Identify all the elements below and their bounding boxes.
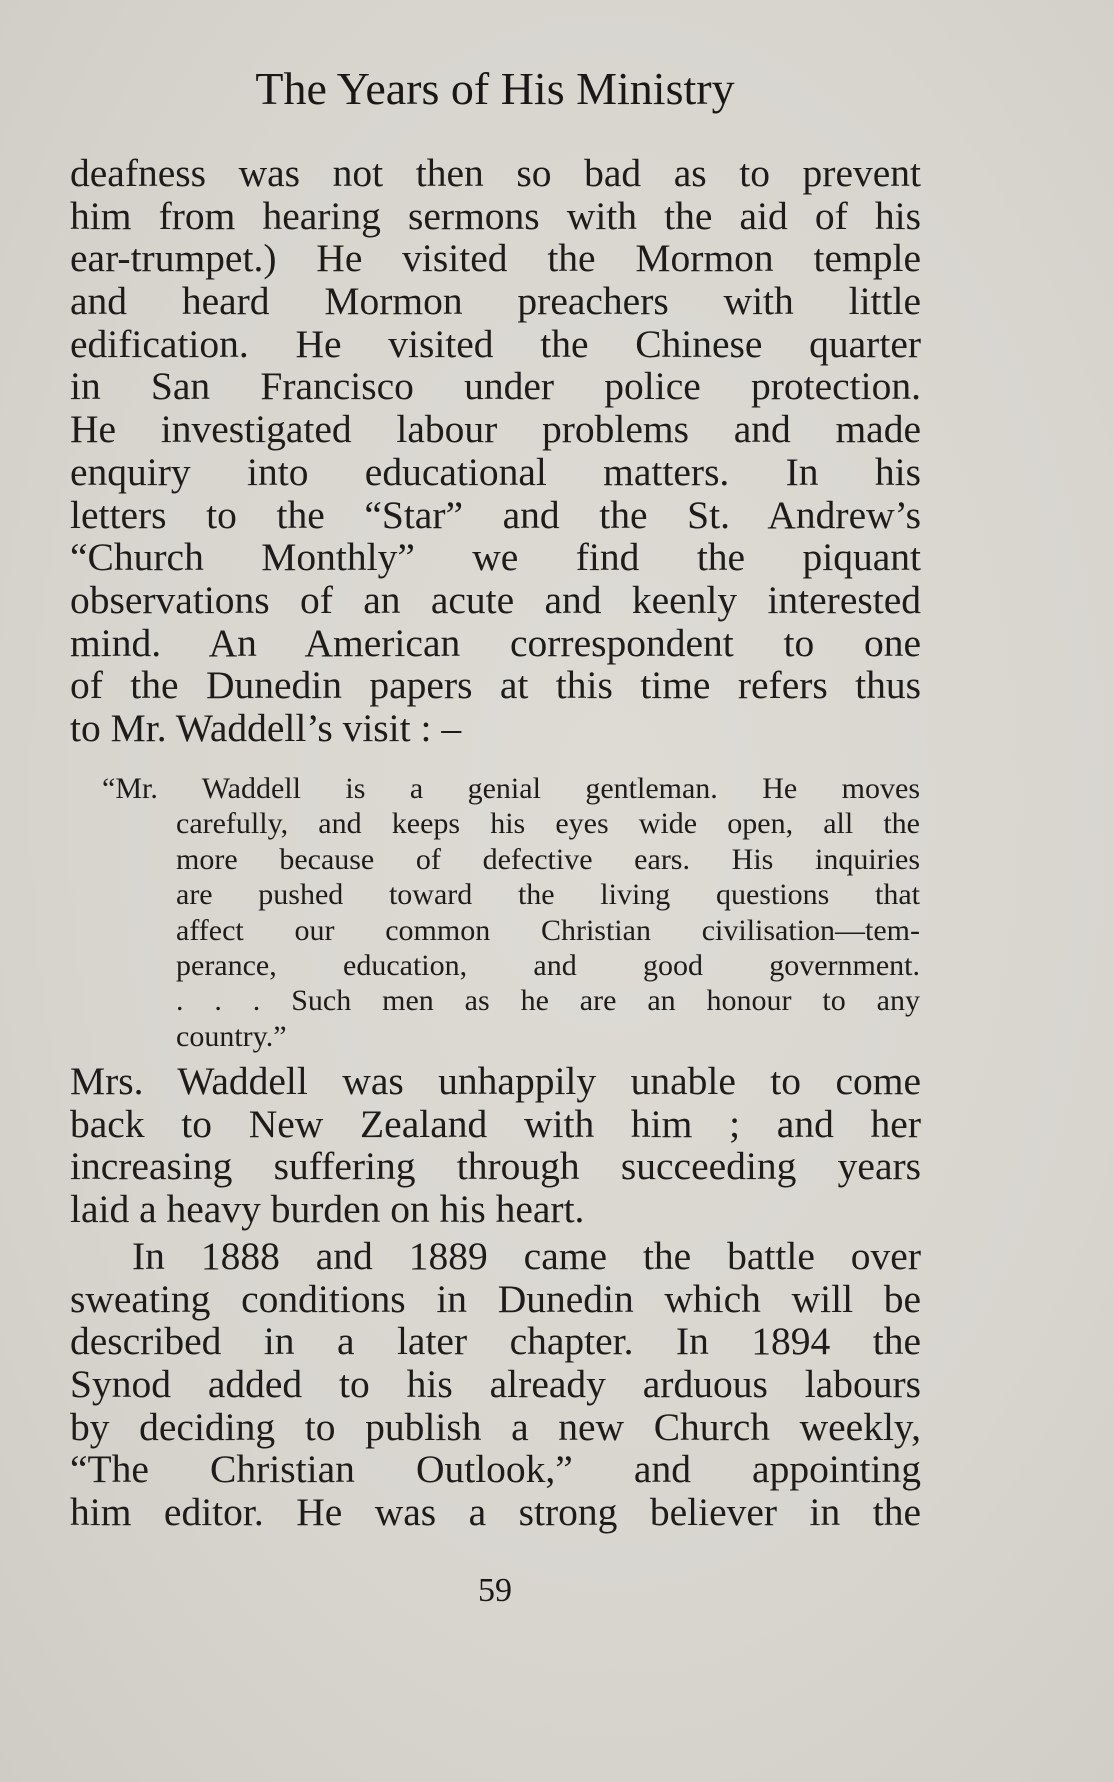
running-head: The Years of His Ministry (255, 63, 735, 114)
paragraph-1 (70, 152, 921, 750)
text-line: increasing suffering through succeeding years (70, 1144, 921, 1189)
quote-line: country.” (176, 1019, 287, 1053)
quote-line: affect our common Christian civilisation—tem- (176, 913, 920, 947)
text-line: letters to the “Star” and the St. Andrew’s (70, 492, 921, 537)
block-quote (102, 771, 920, 1054)
text-line: edification. He visited the Chinese quarter (70, 321, 921, 366)
quote-line: carefully, and keeps his eyes wide open, all the (176, 807, 920, 841)
quote-line: are pushed toward the living questions that (176, 878, 920, 912)
text-line: described in a later chapter. In 1894 the (70, 1319, 921, 1364)
text-line: enquiry into educational matters. In his (70, 449, 921, 494)
quote-line: . . . Such men as he are an honour to any (176, 984, 920, 1018)
text-line: laid a heavy burden on his heart. (70, 1187, 585, 1232)
text-line: mind. An American correspondent to one (70, 620, 921, 665)
text-line: him from hearing sermons with the aid of his (70, 193, 921, 238)
text-line: him editor. He was a strong believer in the (70, 1490, 921, 1535)
text-line: to Mr. Waddell’s visit : – (70, 705, 462, 750)
text-line: In 1888 and 1889 came the battle over (132, 1234, 921, 1278)
text-line: Mrs. Waddell was unhappily unable to come (70, 1059, 921, 1103)
paragraph-2 (70, 1060, 921, 1231)
text-line: “The Christian Outlook,” and appointing (70, 1447, 921, 1492)
text-line: sweating conditions in Dunedin which will be (70, 1276, 921, 1321)
text-line: back to New Zealand with him ; and her (70, 1101, 921, 1146)
text-line: ear-trumpet.) He visited the Mormon temple (70, 236, 921, 281)
quote-line: “Mr. Waddell is a genial gentleman. He moves (102, 772, 920, 805)
text-line: of the Dunedin papers at this time refers thus (70, 663, 921, 708)
text-line: by deciding to publish a new Church weekly, (70, 1404, 921, 1449)
paragraph-3 (70, 1235, 921, 1534)
text-line: deafness was not then so bad as to prevent (70, 151, 921, 195)
text-line: Synod added to his already arduous labours (70, 1362, 921, 1407)
text-line: observations of an acute and keenly interested (70, 577, 921, 622)
page-number: 59 (478, 1572, 512, 1609)
text-line: in San Francisco under police protection. (70, 364, 921, 409)
quote-line: perance, education, and good government. (176, 948, 920, 982)
text-line: “Church Monthly” we find the piquant (70, 535, 921, 580)
text-line: He investigated labour problems and made (70, 407, 921, 452)
quote-line: more because of defective ears. His inquiries (176, 842, 920, 876)
text-line: and heard Mormon preachers with little (70, 279, 921, 324)
